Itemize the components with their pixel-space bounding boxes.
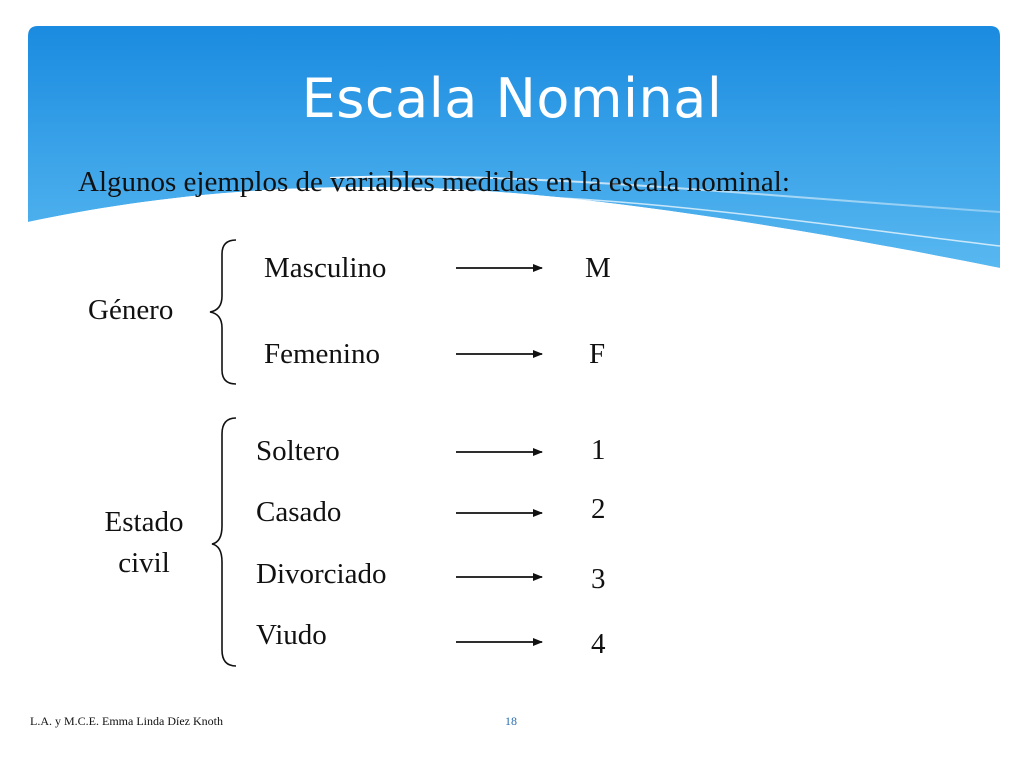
code-1: 1 bbox=[591, 434, 606, 466]
code-4: 4 bbox=[591, 628, 606, 660]
code-2: 2 bbox=[591, 493, 606, 525]
footer-page-number: 18 bbox=[505, 714, 517, 728]
code-masculino: M bbox=[585, 252, 611, 284]
slide-title: Escala Nominal bbox=[301, 67, 723, 130]
code-3: 3 bbox=[591, 563, 606, 595]
group-label-estado: Estado bbox=[104, 506, 184, 538]
brace-estado-civil bbox=[212, 418, 236, 666]
value-viudo: Viudo bbox=[256, 619, 327, 651]
brace-genero bbox=[210, 240, 236, 384]
group-label-genero: Género bbox=[88, 294, 174, 326]
value-soltero: Soltero bbox=[256, 435, 340, 467]
value-masculino: Masculino bbox=[264, 252, 387, 284]
footer-author: L.A. y M.C.E. Emma Linda Díez Knoth bbox=[30, 714, 223, 728]
value-femenino: Femenino bbox=[264, 338, 380, 370]
value-casado: Casado bbox=[256, 496, 342, 528]
slide-subtitle: Algunos ejemplos de variables medidas en la escala nominal: bbox=[78, 166, 790, 198]
group-label-civil: civil bbox=[118, 547, 170, 579]
value-divorciado: Divorciado bbox=[256, 558, 387, 590]
code-femenino: F bbox=[589, 338, 606, 370]
